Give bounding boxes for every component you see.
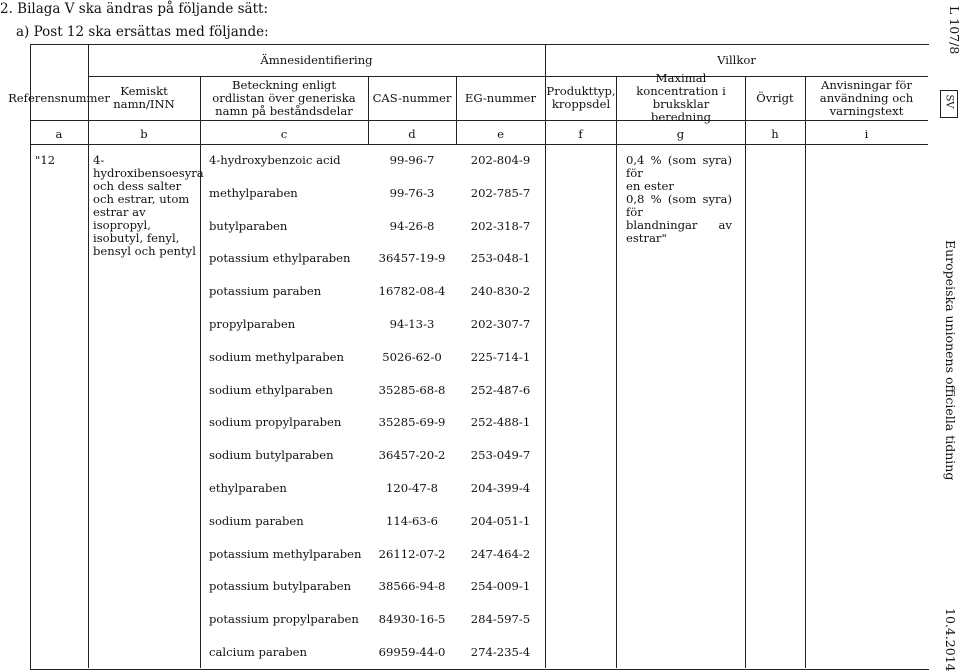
- ec-number: 252-488-1: [470, 415, 531, 429]
- cas-number: 114-63-6: [385, 514, 439, 528]
- column-letter: b: [140, 127, 148, 141]
- cas-number: 35285-68-8: [378, 383, 446, 397]
- substance-name: potassium paraben: [209, 284, 322, 298]
- ec-number: 253-049-7: [470, 448, 531, 462]
- cas-number: 94-13-3: [389, 317, 435, 331]
- language-code: SV: [943, 94, 955, 109]
- col-divider: [616, 144, 617, 668]
- cas-number: 35285-69-9: [378, 415, 446, 429]
- journal-title: Europeiska unionens officiella tidning: [943, 240, 958, 481]
- ec-number: 204-051-1: [470, 514, 531, 528]
- column-letter: a: [55, 127, 63, 141]
- column-header-ref: Referensnummer: [8, 90, 110, 105]
- cas-number: 69959-44-0: [378, 645, 446, 659]
- subsection-heading: a) Post 12 ska ersättas med följande:: [16, 24, 269, 40]
- concentration-line: blandningar av: [626, 218, 732, 232]
- column-letter: i: [864, 127, 869, 141]
- ec-number: 204-399-4: [470, 481, 531, 495]
- substance-name: potassium methylparaben: [209, 547, 362, 561]
- cas-number: 84930-16-5: [378, 612, 446, 626]
- substance-name: sodium propylparaben: [209, 415, 342, 429]
- substance-name: potassium butylparaben: [209, 579, 352, 593]
- cas-number: 99-76-3: [389, 186, 435, 200]
- ec-number: 225-714-1: [470, 350, 531, 364]
- substance-name: ethylparaben: [209, 481, 287, 495]
- substance-name: sodium butylparaben: [209, 448, 334, 462]
- ec-number: 202-307-7: [470, 317, 531, 331]
- substance-name: 4-hydroxybenzoic acid: [209, 153, 341, 167]
- language-box: [940, 90, 958, 118]
- group-header-conditions: Villkor: [717, 52, 756, 67]
- column-letter: g: [676, 127, 685, 141]
- max-concentration: [626, 154, 732, 245]
- group-header-substance: Ämnesidentifiering: [260, 52, 373, 67]
- page-reference: L 107/8: [947, 6, 962, 55]
- letter-row-rule: [30, 144, 928, 145]
- concentration-line: estrar": [626, 231, 667, 245]
- substance-name: potassium propylparaben: [209, 612, 359, 626]
- cas-number: 38566-94-8: [378, 579, 446, 593]
- ec-number: 252-487-6: [470, 383, 531, 397]
- column-letter: d: [408, 127, 416, 141]
- column-header-chemical: Kemiskt namn/INN: [113, 84, 175, 111]
- ec-number: 253-048-1: [470, 251, 531, 265]
- ec-number: 202-785-7: [470, 186, 531, 200]
- column-letter: h: [771, 127, 779, 141]
- concentration-line: 0,4 % (som syra) för: [626, 153, 732, 180]
- concentration-line: 0,8 % (som syra) för: [626, 192, 732, 219]
- substance-name: potassium ethylparaben: [209, 251, 351, 265]
- reference-number: "12: [35, 153, 56, 167]
- column-letter: e: [497, 127, 504, 141]
- chemical-name: 4-hydroxibensoesyra och dess salter och estrar, utom estrar av isopropyl, isobutyl, fenyl, bensyl och pentyl: [93, 153, 204, 258]
- ec-number: 202-318-7: [470, 219, 531, 233]
- col-divider: [545, 144, 546, 668]
- column-header-instructions: Anvisningar för användning och varningstext: [819, 77, 914, 118]
- column-header-cas: CAS-nummer: [372, 90, 452, 105]
- column-header-ec: EG-nummer: [464, 90, 537, 105]
- column-header-inci: Beteckning enligt ordlistan över generiska namn på beståndsdelar: [212, 77, 356, 118]
- substance-name: calcium paraben: [209, 645, 307, 659]
- ec-number: 240-830-2: [470, 284, 531, 298]
- column-header-product: Produkttyp, kroppsdel: [546, 84, 616, 111]
- ec-number: 247-464-2: [470, 547, 531, 561]
- column-header-concentration: Maximal koncentration i bruksklar beredning: [636, 71, 726, 124]
- cas-number: 36457-19-9: [378, 251, 446, 265]
- cas-number: 94-26-8: [389, 219, 435, 233]
- ec-number: 254-009-1: [470, 579, 531, 593]
- column-header-other: Övrigt: [756, 90, 794, 105]
- substance-name: sodium methylparaben: [209, 350, 344, 364]
- col-divider: [745, 144, 746, 668]
- substance-name: sodium ethylparaben: [209, 383, 333, 397]
- column-letter: c: [280, 127, 288, 141]
- concentration-line: en ester: [626, 179, 674, 193]
- section-heading: 2. Bilaga V ska ändras på följande sätt:: [0, 1, 269, 17]
- ec-number: 202-804-9: [470, 153, 531, 167]
- cas-number: 16782-08-4: [378, 284, 446, 298]
- column-letter: f: [578, 127, 583, 141]
- ec-number: 274-235-4: [470, 645, 531, 659]
- cas-number: 5026-62-0: [382, 350, 442, 364]
- cas-number: 99-96-7: [389, 153, 435, 167]
- cas-number: 26112-07-2: [378, 547, 446, 561]
- publication-date: 10.4.2014: [943, 608, 958, 672]
- substance-name: propylparaben: [209, 317, 296, 331]
- cas-number: 36457-20-2: [378, 448, 446, 462]
- substance-name: sodium paraben: [209, 514, 304, 528]
- substance-name: butylparaben: [209, 219, 288, 233]
- ec-number: 284-597-5: [470, 612, 531, 626]
- cas-number: 120-47-8: [385, 481, 439, 495]
- column-header-rule: [30, 120, 928, 121]
- col-divider: [200, 144, 201, 668]
- col-divider: [88, 144, 89, 668]
- substance-name: methylparaben: [209, 186, 298, 200]
- col-divider: [805, 144, 806, 668]
